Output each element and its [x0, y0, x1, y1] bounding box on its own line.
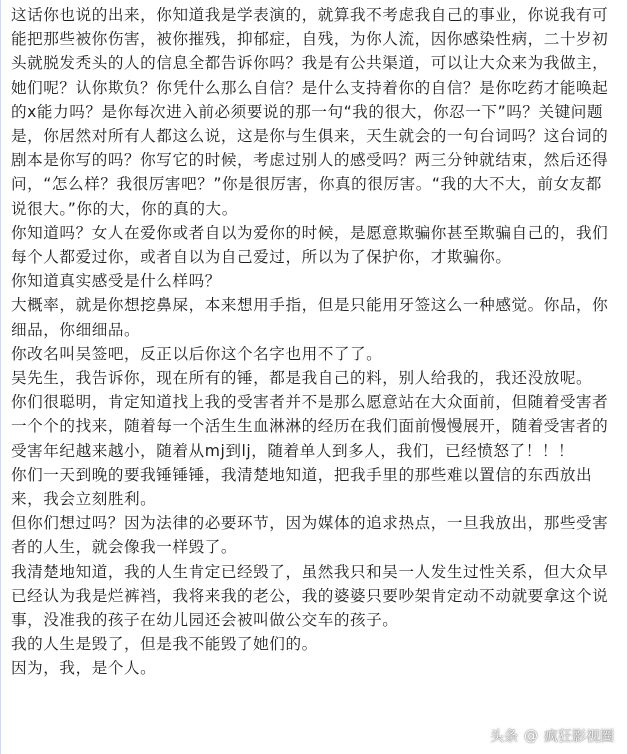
- paragraph-4: 大概率，就是你想挖鼻屎，本来想用手指，但是只能用牙签这么一种感觉。你品，你细品，你细细品。: [11, 296, 609, 339]
- paragraph-2: 你知道吗？女人在爱你或者自以为爱你的时候，是愿意欺骗你甚至欺骗自己的，我们每个人都爱过你，或者自以为自己爱过，所以为了保护你，才欺骗你。: [11, 223, 609, 267]
- watermark-account: 疯狂影视圈: [544, 729, 614, 745]
- paragraph-8: 你们一天到晚的要我锤锤锤，我清楚地知道，把我手里的那些难以置信的东西放出来，我会立刻胜利。: [11, 465, 593, 509]
- paragraph-12: 因为，我，是个人。: [11, 659, 157, 678]
- paragraph-10: 我清楚地知道，我的人生肯定已经毁了，虽然我只和吴一人发生过性关系，但大众早已经认为我是烂裤裆，我将来我的老公，我的婆婆只要吵架肯定动不动就要拿这个说事，没准我的孩子在幼儿园还会被叫做公交车的孩子。: [11, 562, 609, 630]
- paragraph-1: 这话你也说的出来，你知道我是学表演的，就算我不考虑我自己的事业，你说我有可能把那些被你伤害，被你摧残，抑郁症，自残，为你人流，因你感染性病，二十岁初头就脱发秃头的人的信息全都告诉你吗？我是有公共渠道，可以让大众来为我做主，她们呢？认你欺负？你凭什么那么自信？是什么支持着你的自信？是你吃药才能唤起的x能力吗？是你每次进入前必须要说的那一句“我的很大，你忍一下”吗？关键问题是，你居然对所有人都这么说，这是你与生俱来，天生就会的一句台词吗？这台词的剧本是你写的吗？你写它的时候，考虑过别人的感受吗？两三分钟就结束，然后还得问，“怎么样？我很厉害吧？”你是很厉害，你真的很厉害。“我的大不大，前女友都说很大。”你的大，你的真的大。: [11, 6, 609, 218]
- watermark-separator: @: [524, 728, 538, 744]
- paragraph-6: 吴先生，我告诉你，现在所有的锤，都是我自己的料，别人给我的，我还没放呢。: [11, 369, 593, 388]
- paragraph-7: 你们很聪明，肯定知道找上我的受害者并不是那么愿意站在大众面前，但随着受害者一个个的找来，随着每一个活生生血淋淋的经历在我们面前慢慢展开，随着受害者的受害年纪越来越小，随着从mj到lj，随着单人到多人，我们，已经愤怒了！！！: [11, 393, 609, 460]
- watermark-platform: 头条: [490, 729, 518, 745]
- paragraph-5: 你改名叫吴签吧，反正以后你这个名字也用不了了。: [11, 344, 383, 363]
- paragraph-9: 但你们想过吗？因为法律的必要环节，因为媒体的追求热点，一旦我放出，那些受害者的人生，就会像我一样毁了。: [11, 514, 609, 557]
- paragraph-3: 你知道真实感受是什么样吗？: [11, 272, 221, 291]
- paragraph-11: 我的人生是毁了，但是我不能毁了她们的。: [11, 635, 318, 654]
- watermark: [490, 726, 614, 746]
